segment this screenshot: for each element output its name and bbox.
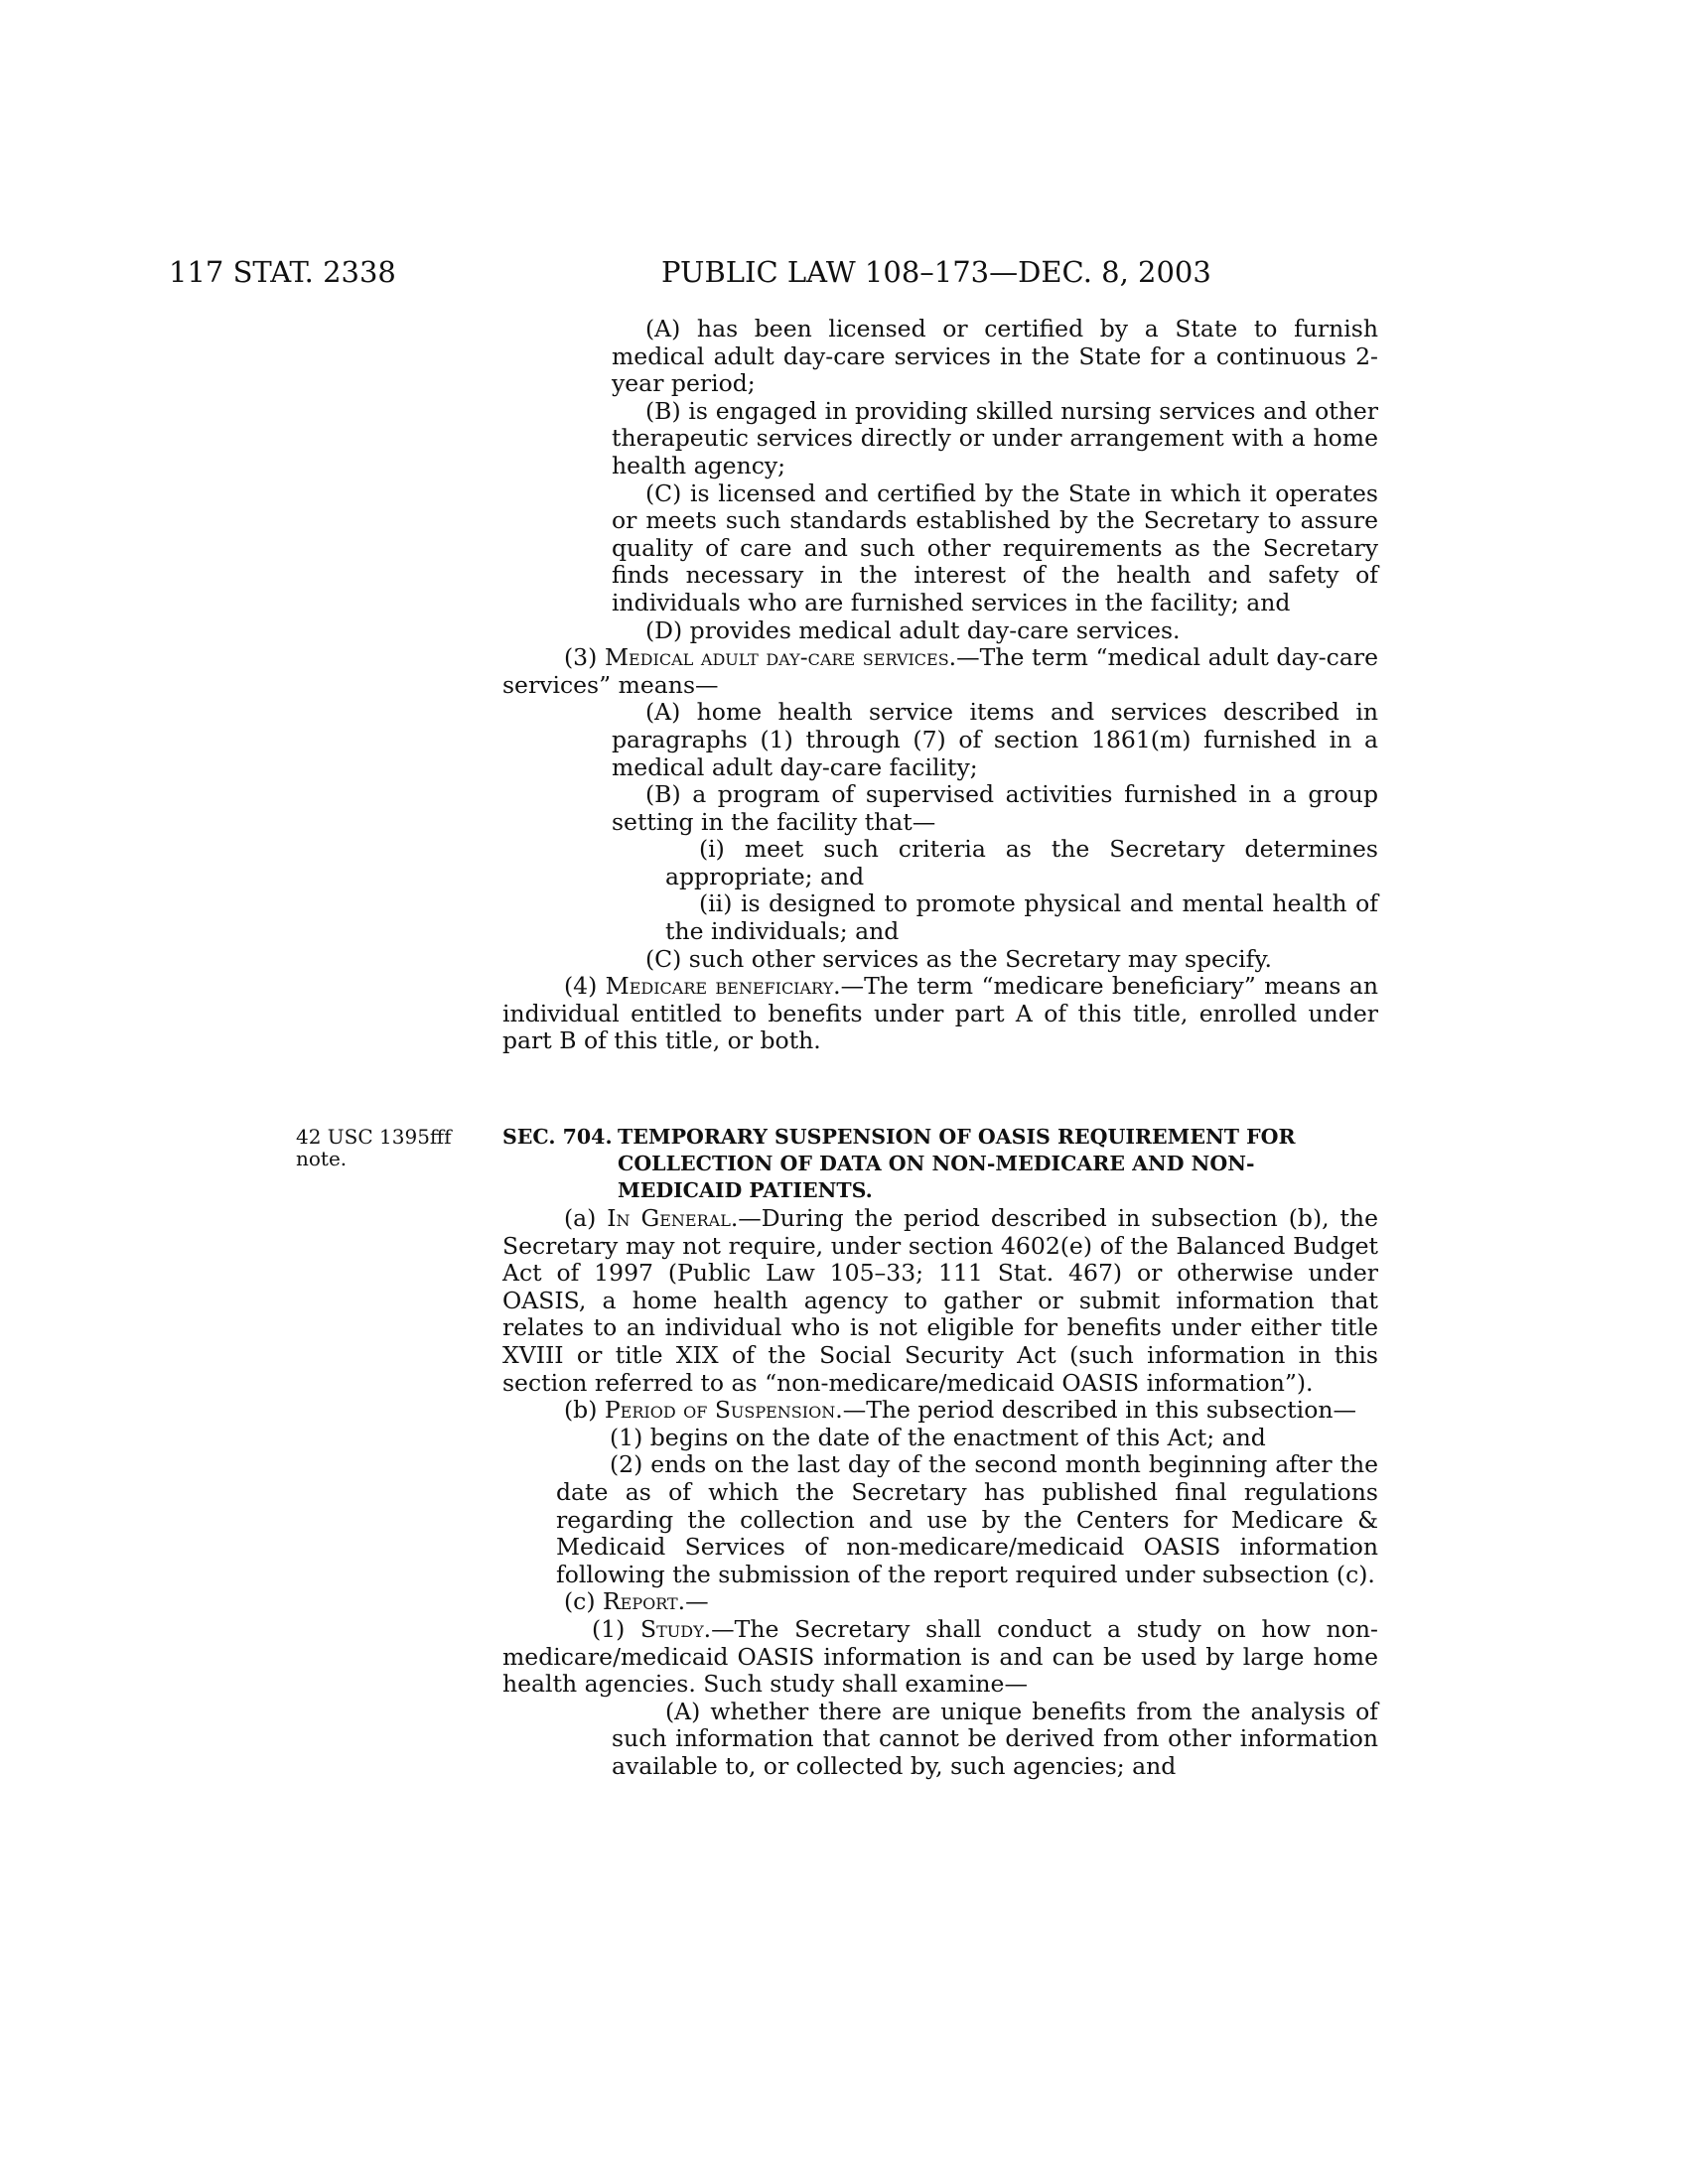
paragraph-3-heading: Medical adult day-care services. — [604, 643, 957, 672]
subparagraph-b: (B) is engaged in providing skilled nursing services and other therapeutic services directly or under arrangement with a home health agency; — [612, 396, 1378, 479]
subsection-c-paragraph-1-subparagraph-a: (A) whether there are unique benefits from the analysis of such information that cannot be derived from other information available to, or collected by, such agencies; and — [612, 1697, 1378, 1780]
top-text-block — [502, 316, 1378, 1055]
subsection-a-heading: In General. — [607, 1204, 739, 1232]
margin-note-label: note. — [296, 1147, 348, 1170]
subsection-c-text: — — [685, 1587, 709, 1616]
paragraph-1-text: —The Secretary shall conduct a study on how non-medicare/medicaid OASIS information is and can be used by large home health agencies. Such study shall examine— — [502, 1614, 1378, 1699]
section-title-line-2: COLLECTION OF DATA ON NON-MEDICARE AND NON- — [618, 1152, 1255, 1175]
section-number: SEC. 704. — [502, 1125, 613, 1149]
subsection-a-text: —During the period described in subsection (b), the Secretary may not require, under section 4602(e) of the Balanced Budget Act of 1997 (Public Law 105–33; 111 Stat. 467) or otherwise under OASIS, a home health agency to gather or submit information that relates to an individual who is not eligible for benefits under either title XVIII or title XIX of the Social Security Act (such information in this section referred to as “non-medicare/medicaid OASIS information”). — [502, 1204, 1378, 1397]
subparagraph-d: (D) provides medical adult day-care services. — [645, 615, 1181, 644]
paragraph-3-subparagraph-b: (B) a program of supervised activities furnished in a group setting in the facility that— — [612, 780, 1378, 836]
subparagraph-c: (C) is licensed and certified by the State in which it operates or meets such standards established by the Secretary to assure quality of care and such other requirements as the Secretary finds necessary in the interest of the health and safety of individuals who are furnished services in the facility; and — [612, 478, 1378, 616]
section-title-line-3: MEDICAID PATIENTS. — [618, 1178, 873, 1202]
statute-citation: 117 STAT. 2338 — [169, 255, 396, 289]
paragraph-3-text: —The term “medical adult day-care services” means— — [502, 643, 1378, 699]
subsection-b-text: —The period described in this subsection— — [842, 1396, 1356, 1425]
subsection-b — [502, 1397, 1378, 1425]
subsection-b-paragraph-1: (1) begins on the date of the enactment of this Act; and — [610, 1423, 1266, 1451]
paragraph-3-subparagraph-c: (C) such other services as the Secretary may specify. — [645, 944, 1272, 973]
paragraph-3-subparagraph-a: (A) home health service items and services described in paragraphs (1) through (7) of section 1861(m) furnished in a medical adult day-care facility; — [612, 698, 1378, 781]
subsection-b-heading: Period of Suspension. — [604, 1396, 843, 1425]
paragraph-4-number: (4) — [564, 972, 606, 1001]
section-704-body — [502, 1205, 1378, 1780]
subsection-b-paragraph-2: (2) ends on the last day of the second month beginning after the date as of which the Secretary has published final regulations regarding the collection and use by the Centers for Medicare & Medicaid Services of non-medicare/medicaid OASIS information following the submission of the report required under subsection (c). — [556, 1450, 1378, 1588]
section-title-line-1: TEMPORARY SUSPENSION OF OASIS REQUIREMENT FOR — [618, 1125, 1296, 1149]
subparagraph-a: (A) has been licensed or certified by a State to furnish medical adult day-care services in the State for a continuous 2-year period; — [612, 315, 1378, 398]
paragraph-3 — [502, 644, 1378, 699]
running-head: PUBLIC LAW 108–173—DEC. 8, 2003 — [661, 255, 1211, 289]
section-heading — [502, 1124, 1378, 1204]
subsection-c-label: (c) — [564, 1587, 603, 1616]
subsection-b-label: (b) — [564, 1396, 605, 1425]
clause-i: (i) meet such criteria as the Secretary determines appropriate; and — [665, 835, 1378, 890]
clause-ii: (ii) is designed to promote physical and mental health of the individuals; and — [665, 889, 1378, 946]
margin-note-citation: 42 USC 1395fff — [296, 1125, 452, 1149]
subsection-c-paragraph-1 — [502, 1616, 1378, 1699]
paragraph-1-heading: Study. — [640, 1614, 712, 1643]
paragraph-4-text: —The term “medicare beneficiary” means an individual entitled to benefits under part A of this title, enrolled under part B of this title, or both. — [502, 972, 1378, 1055]
margin-note — [296, 1126, 485, 1169]
page-header — [0, 254, 1688, 294]
subsection-c — [502, 1588, 1378, 1616]
paragraph-3-number: (3) — [564, 643, 605, 672]
paragraph-4 — [502, 973, 1378, 1055]
subsection-c-heading: Report. — [602, 1587, 686, 1616]
paragraph-4-heading: Medicare beneficiary. — [605, 972, 841, 1001]
paragraph-1-label: (1) — [592, 1614, 641, 1643]
subsection-a-label: (a) — [564, 1204, 608, 1232]
subsection-a — [502, 1205, 1378, 1397]
